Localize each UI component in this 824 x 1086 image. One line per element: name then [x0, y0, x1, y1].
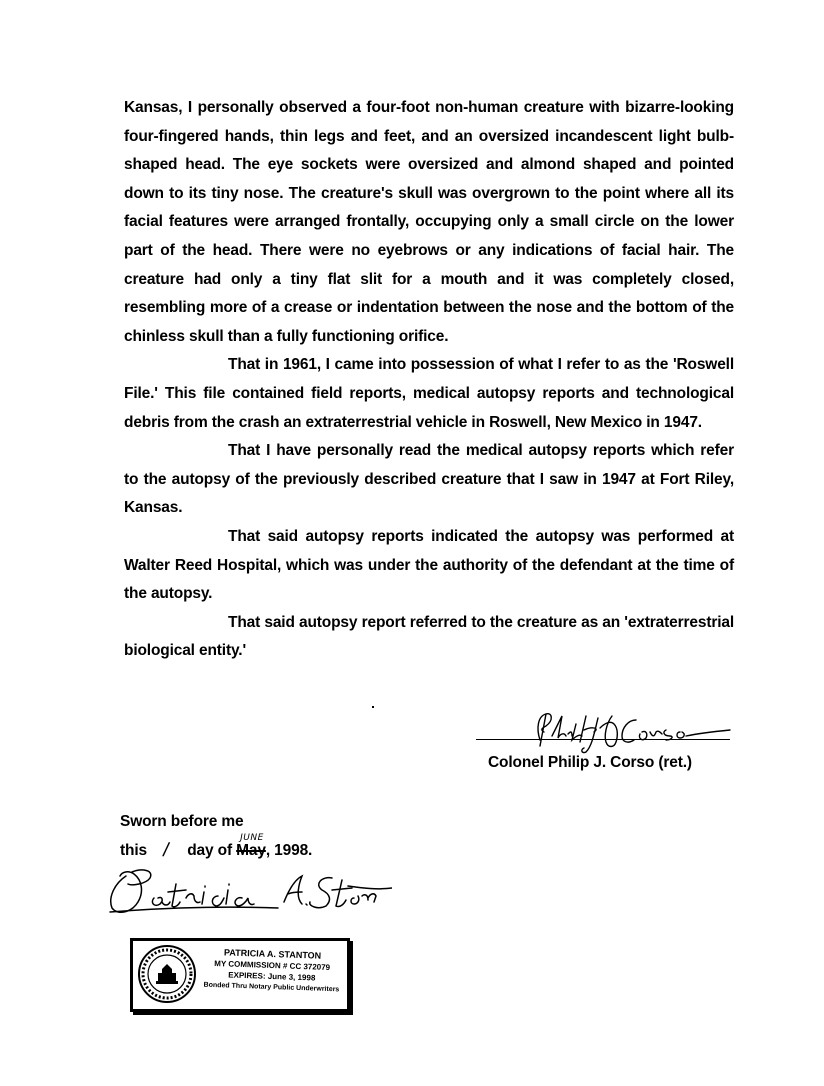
notary-signature: [102, 862, 392, 918]
notary-expires: EXPIRES: June 3, 1998: [228, 970, 316, 983]
jurat-month: [236, 833, 266, 865]
signature-line: [476, 739, 730, 740]
paragraph-creature-description: Kansas, I personally observed a four-foot non-human creature with bizarre-looking four-fingered hands, thin legs and feet, and an oversized incandescent light bulb-shaped head. The eye sockets were oversized and almond shaped and pointed down to its tiny nose. The creature's skull was overgrown to the point where all its facial features were arranged frontally, occupying only a small circle on the lower part of the head. There were no eyebrows or any indications of facial hair. The creature had only a tiny flat slit for a mouth and it was completely closed, resembling more of a crease or indentation between the nose and the bottom of the chinless skull than a fully functioning orifice.: [124, 99, 734, 345]
notary-commission: MY COMMISSION # CC 372079: [214, 958, 331, 973]
jurat-line-1: Sworn before me: [120, 813, 244, 830]
corso-signature: [500, 706, 740, 754]
affidavit-body: [124, 94, 734, 666]
notary-stamp-text: [198, 946, 345, 995]
jurat-line-2: [120, 833, 313, 865]
signer-printed-name: Colonel Philip J. Corso (ret.): [488, 754, 692, 771]
stray-mark: [372, 706, 374, 708]
notary-name: PATRICIA A. STANTON: [223, 947, 322, 961]
jurat-day-of-label: day of: [187, 842, 232, 859]
notary-seal-icon: [136, 943, 198, 1005]
jurat-this-label: this: [120, 842, 147, 859]
jurat: [120, 808, 312, 865]
paragraph-autopsy-reports-read: That I have personally read the medical autopsy reports which refer to the autopsy of the previously described creature that I saw in 1947 at Fort Riley, Kansas.: [124, 442, 734, 517]
notary-stamp: [130, 938, 350, 1012]
paragraph-roswell-file: That in 1961, I came into possession of what I refer to as the 'Roswell File.' This file contained field reports, medical autopsy reports and technological debris from the crash an extraterrestrial vehicle in Roswell, New Mexico in 1947.: [124, 356, 734, 431]
paragraph-ebe: That said autopsy report referred to the creature as an 'extraterrestrial biological entity.': [124, 613, 734, 660]
jurat-day-handwritten: /: [161, 838, 171, 861]
jurat-month-struck: May: [236, 842, 266, 859]
jurat-month-handwritten: JUNE: [240, 833, 264, 843]
notary-bonded: Bonded Thru Notary Public Underwriters: [203, 981, 340, 994]
jurat-year: , 1998.: [265, 842, 313, 859]
paragraph-walter-reed: That said autopsy reports indicated the autopsy was performed at Walter Reed Hospital, which was under the authority of the defendant at the time of the autopsy.: [124, 527, 734, 603]
